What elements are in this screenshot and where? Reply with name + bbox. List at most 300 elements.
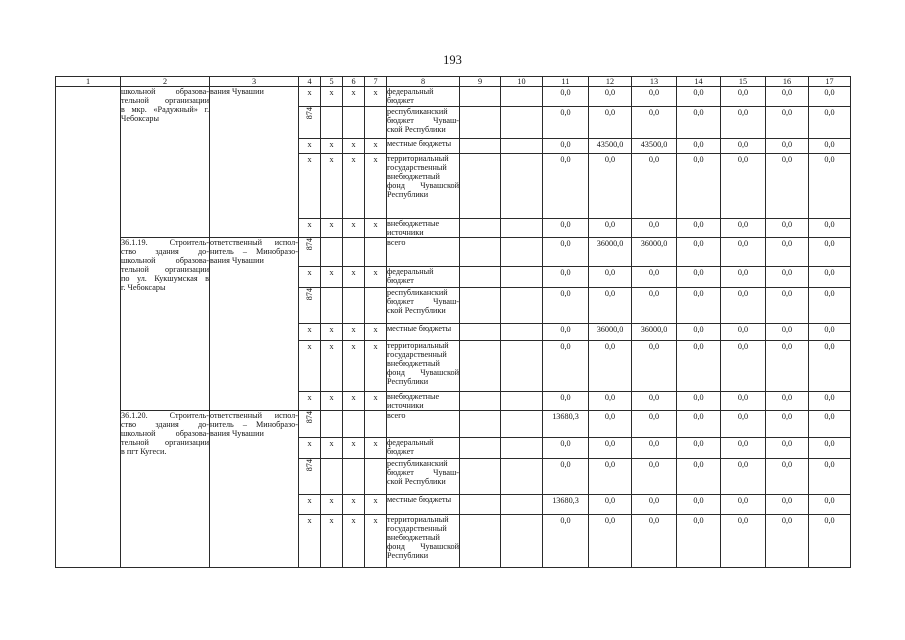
amount-cell: 0,0 (766, 87, 809, 107)
text-line: государственный (387, 163, 447, 172)
amount-cell: 0,0 (809, 288, 851, 324)
budget-code: х (351, 496, 356, 505)
empty-cell (501, 154, 543, 219)
text-line: федеральный (387, 438, 434, 447)
amount-cell: 0,0 (589, 495, 632, 515)
text-line: 36.1.19. Строитель- (121, 238, 209, 247)
amount-cell: 0,0 (721, 107, 766, 139)
amount-cell: 0,0 (543, 238, 589, 267)
empty-cell (460, 107, 501, 139)
budget-code-cell (365, 238, 387, 267)
budget-code: х (329, 496, 334, 505)
amount-cell: 43500,0 (632, 139, 677, 154)
amount-cell: 0,0 (766, 515, 809, 568)
status-cell (56, 87, 121, 568)
funding-source-cell (387, 288, 460, 324)
budget-code: 874 (305, 459, 314, 472)
empty-cell (501, 392, 543, 411)
budget-code: х (351, 88, 356, 97)
column-number-header: 11 (543, 77, 589, 87)
column-number-header: 4 (299, 77, 321, 87)
empty-cell (460, 438, 501, 459)
amount-cell: 0,0 (809, 267, 851, 288)
text-line: фонд Чувашской (387, 181, 459, 190)
budget-code-cell (321, 324, 343, 341)
amount-cell: 0,0 (809, 495, 851, 515)
amount-cell: 0,0 (543, 392, 589, 411)
budget-code-cell (343, 438, 365, 459)
amount-cell: 0,0 (543, 139, 589, 154)
funding-source-cell (387, 341, 460, 392)
text-line: бюджет (387, 276, 414, 285)
amount-cell: 0,0 (589, 219, 632, 238)
budget-code: х (351, 155, 356, 164)
funding-source-cell (387, 154, 460, 219)
amount-cell: 0,0 (721, 154, 766, 219)
funding-source-cell (387, 459, 460, 495)
budget-code-cell (365, 107, 387, 139)
budget-code-cell (321, 515, 343, 568)
amount-cell: 0,0 (677, 459, 721, 495)
amount-cell: 0,0 (543, 515, 589, 568)
amount-cell: 0,0 (543, 341, 589, 392)
budget-code-cell (365, 87, 387, 107)
amount-cell: 0,0 (589, 87, 632, 107)
budget-code: х (373, 516, 378, 525)
amount-cell: 0,0 (589, 411, 632, 438)
amount-cell: 36000,0 (632, 238, 677, 267)
empty-cell (501, 341, 543, 392)
amount-cell: 0,0 (766, 238, 809, 267)
column-number-header: 13 (632, 77, 677, 87)
funding-source-cell (387, 438, 460, 459)
budget-code: х (373, 220, 378, 229)
text-line: внебюджетный (387, 359, 440, 368)
text-line: местные бюджеты (387, 139, 452, 148)
budget-code-cell (321, 267, 343, 288)
budget-code: х (307, 439, 312, 448)
amount-cell: 0,0 (809, 392, 851, 411)
text-line: внебюджетный (387, 172, 440, 181)
budget-code-cell (321, 459, 343, 495)
amount-cell: 0,0 (632, 495, 677, 515)
budget-code: х (329, 342, 334, 351)
budget-code-cell (299, 288, 321, 324)
column-number-header: 3 (210, 77, 299, 87)
budget-code: х (373, 140, 378, 149)
budget-code: х (373, 496, 378, 505)
budget-code: х (329, 325, 334, 334)
amount-cell: 0,0 (721, 341, 766, 392)
funding-source-cell (387, 267, 460, 288)
text-line: фонд Чувашской (387, 542, 459, 551)
empty-cell (501, 288, 543, 324)
budget-code-cell (343, 495, 365, 515)
amount-cell: 0,0 (632, 392, 677, 411)
budget-code: х (329, 439, 334, 448)
text-line: нитель – Минобразо- (210, 247, 298, 256)
text-line: вания Чувашии (210, 256, 264, 265)
budget-code-cell (365, 219, 387, 238)
empty-cell (501, 87, 543, 107)
budget-code-cell (343, 154, 365, 219)
table-head (56, 77, 851, 87)
text-line: школьной образова- (121, 256, 209, 265)
amount-cell: 0,0 (766, 154, 809, 219)
text-line: внебюджетные (387, 219, 440, 228)
amount-cell: 0,0 (809, 324, 851, 341)
amount-cell: 0,0 (766, 438, 809, 459)
text-line: всего (387, 238, 406, 247)
budget-code-cell (299, 515, 321, 568)
text-line: ство здания до- (121, 420, 209, 429)
budget-code: х (329, 88, 334, 97)
text-line: ответственный испол- (210, 411, 298, 420)
budget-code-cell (299, 341, 321, 392)
empty-cell (501, 324, 543, 341)
empty-cell (501, 438, 543, 459)
budget-code-cell (343, 139, 365, 154)
text-line: фонд Чувашской (387, 368, 459, 377)
measure-name-cell (121, 238, 210, 411)
amount-cell: 0,0 (809, 459, 851, 495)
amount-cell: 0,0 (809, 219, 851, 238)
text-line: вания Чувашии (210, 429, 264, 438)
budget-code-cell (321, 107, 343, 139)
text-line: бюджет (387, 96, 414, 105)
budget-code-cell (299, 107, 321, 139)
budget-code-cell (343, 219, 365, 238)
text-line: нитель – Минобразо- (210, 420, 298, 429)
amount-cell: 0,0 (809, 411, 851, 438)
budget-code-cell (321, 438, 343, 459)
budget-code-cell (299, 495, 321, 515)
budget-code-cell (343, 267, 365, 288)
empty-cell (460, 288, 501, 324)
empty-cell (460, 219, 501, 238)
column-number-header: 7 (365, 77, 387, 87)
column-number-header: 17 (809, 77, 851, 87)
text-line: бюджет Чуваш- (387, 297, 459, 306)
text-line: бюджет Чуваш- (387, 468, 459, 477)
amount-cell: 0,0 (677, 139, 721, 154)
budget-code-cell (365, 267, 387, 288)
amount-cell: 43500,0 (589, 139, 632, 154)
column-number-header: 16 (766, 77, 809, 87)
amount-cell: 0,0 (632, 87, 677, 107)
budget-code-cell (343, 288, 365, 324)
page-number: 193 (443, 53, 462, 67)
text-line: бюджет Чуваш- (387, 116, 459, 125)
budget-code-cell (365, 324, 387, 341)
budget-code: 874 (305, 288, 314, 301)
empty-cell (501, 238, 543, 267)
budget-code: х (307, 220, 312, 229)
budget-code-cell (365, 392, 387, 411)
amount-cell: 0,0 (677, 288, 721, 324)
amount-cell: 0,0 (589, 267, 632, 288)
budget-code: х (373, 439, 378, 448)
text-line: федеральный (387, 87, 434, 96)
empty-cell (501, 515, 543, 568)
amount-cell: 0,0 (721, 515, 766, 568)
amount-cell: 0,0 (721, 324, 766, 341)
empty-cell (460, 392, 501, 411)
column-number-header: 2 (121, 77, 210, 87)
budget-code: х (373, 155, 378, 164)
budget-code-cell (321, 219, 343, 238)
empty-cell (501, 267, 543, 288)
budget-code-cell (321, 495, 343, 515)
budget-code-cell (365, 495, 387, 515)
funding-source-cell (387, 411, 460, 438)
budget-code-cell (343, 87, 365, 107)
budget-code-cell (343, 341, 365, 392)
empty-cell (501, 411, 543, 438)
amount-cell: 0,0 (677, 495, 721, 515)
amount-cell: 0,0 (809, 238, 851, 267)
budget-code: х (307, 325, 312, 334)
text-line: источники (387, 401, 424, 410)
empty-cell (501, 495, 543, 515)
amount-cell: 0,0 (589, 154, 632, 219)
amount-cell: 13680,3 (543, 495, 589, 515)
amount-cell: 0,0 (677, 341, 721, 392)
amount-cell: 0,0 (721, 87, 766, 107)
funding-source-cell (387, 392, 460, 411)
text-line: всего (387, 411, 406, 420)
text-line: местные бюджеты (387, 495, 452, 504)
amount-cell: 0,0 (677, 438, 721, 459)
amount-cell: 0,0 (543, 288, 589, 324)
text-line: Республики (387, 190, 429, 199)
budget-code-cell (321, 341, 343, 392)
amount-cell: 0,0 (543, 267, 589, 288)
budget-code: х (351, 268, 356, 277)
executor-cell (210, 238, 299, 411)
budget-code-cell (365, 438, 387, 459)
amount-cell: 0,0 (766, 495, 809, 515)
table-row (56, 238, 851, 267)
column-number-header: 15 (721, 77, 766, 87)
amount-cell: 0,0 (766, 139, 809, 154)
budget-code: х (373, 325, 378, 334)
measure-name-cell (121, 87, 210, 238)
budget-code-cell (365, 139, 387, 154)
text-line: ской Республики (387, 477, 446, 486)
budget-code: х (329, 393, 334, 402)
amount-cell: 0,0 (632, 411, 677, 438)
amount-cell: 0,0 (766, 107, 809, 139)
amount-cell: 0,0 (589, 392, 632, 411)
empty-cell (501, 139, 543, 154)
empty-cell (460, 341, 501, 392)
amount-cell: 0,0 (721, 267, 766, 288)
amount-cell: 0,0 (766, 411, 809, 438)
funding-source-cell (387, 107, 460, 139)
funding-source-cell (387, 238, 460, 267)
text-line: ской Республики (387, 306, 446, 315)
amount-cell: 36000,0 (589, 238, 632, 267)
text-line: территориальный (387, 515, 449, 524)
budget-code: х (373, 393, 378, 402)
budget-code: 874 (305, 411, 314, 424)
amount-cell: 0,0 (543, 459, 589, 495)
empty-cell (460, 267, 501, 288)
budget-code: х (351, 220, 356, 229)
amount-cell: 0,0 (809, 515, 851, 568)
amount-cell: 0,0 (632, 515, 677, 568)
column-number-header: 12 (589, 77, 632, 87)
empty-cell (460, 139, 501, 154)
budget-code-cell (365, 411, 387, 438)
text-line: внебюджетный (387, 533, 440, 542)
amount-cell: 0,0 (721, 219, 766, 238)
budget-code-cell (299, 139, 321, 154)
budget-code-cell (321, 154, 343, 219)
budget-code-cell (299, 267, 321, 288)
amount-cell: 0,0 (543, 324, 589, 341)
amount-cell: 0,0 (721, 459, 766, 495)
empty-cell (501, 107, 543, 139)
amount-cell: 0,0 (589, 515, 632, 568)
column-number-header: 5 (321, 77, 343, 87)
amount-cell: 0,0 (677, 107, 721, 139)
amount-cell: 0,0 (543, 219, 589, 238)
amount-cell: 0,0 (766, 341, 809, 392)
empty-cell (460, 411, 501, 438)
text-line: 36.1.20. Строитель- (121, 411, 209, 420)
budget-code-cell (299, 238, 321, 267)
text-line: Чебоксары (121, 114, 159, 123)
budget-code-cell (343, 392, 365, 411)
amount-cell: 0,0 (677, 219, 721, 238)
amount-cell: 0,0 (721, 392, 766, 411)
amount-cell: 0,0 (766, 267, 809, 288)
budget-code: х (329, 516, 334, 525)
budget-code-cell (343, 459, 365, 495)
budget-code-cell (299, 411, 321, 438)
budget-code: х (329, 220, 334, 229)
column-number-header: 8 (387, 77, 460, 87)
budget-code: х (307, 496, 312, 505)
budget-code-cell (299, 459, 321, 495)
empty-cell (460, 459, 501, 495)
text-line: местные бюджеты (387, 324, 452, 333)
budget-code: х (351, 393, 356, 402)
amount-cell: 0,0 (632, 154, 677, 219)
amount-cell: 0,0 (766, 459, 809, 495)
text-line: Республики (387, 377, 429, 386)
amount-cell: 0,0 (809, 154, 851, 219)
budget-code-cell (365, 515, 387, 568)
empty-cell (460, 495, 501, 515)
column-number-header: 9 (460, 77, 501, 87)
empty-cell (501, 219, 543, 238)
budget-code: х (307, 342, 312, 351)
amount-cell: 0,0 (677, 515, 721, 568)
amount-cell: 0,0 (677, 392, 721, 411)
text-line: ской Республики (387, 125, 446, 134)
budget-code: х (373, 268, 378, 277)
amount-cell: 0,0 (632, 107, 677, 139)
budget-code-cell (365, 459, 387, 495)
budget-code: х (329, 155, 334, 164)
budget-code: х (351, 516, 356, 525)
amount-cell: 0,0 (721, 288, 766, 324)
text-line: г. Чебоксары (121, 283, 166, 292)
budget-code: х (307, 393, 312, 402)
column-number-row (56, 77, 851, 87)
budget-code-cell (365, 288, 387, 324)
budget-code-cell (343, 238, 365, 267)
empty-cell (460, 154, 501, 219)
budget-code-cell (321, 238, 343, 267)
table-row (56, 411, 851, 438)
budget-code-cell (299, 87, 321, 107)
amount-cell: 0,0 (809, 341, 851, 392)
budget-code: 874 (305, 107, 314, 120)
text-line: территориальный (387, 341, 449, 350)
budget-code-cell (343, 107, 365, 139)
amount-cell: 0,0 (632, 438, 677, 459)
budget-code-cell (321, 139, 343, 154)
amount-cell: 0,0 (632, 288, 677, 324)
amount-cell: 0,0 (721, 411, 766, 438)
budget-code: х (351, 140, 356, 149)
amount-cell: 0,0 (766, 324, 809, 341)
amount-cell: 0,0 (589, 438, 632, 459)
text-line: в пгт Кугеси. (121, 447, 167, 456)
text-line: ство здания до- (121, 247, 209, 256)
text-line: республиканский (387, 459, 448, 468)
amount-cell: 0,0 (677, 411, 721, 438)
funding-source-cell (387, 515, 460, 568)
budget-code-cell (321, 87, 343, 107)
funding-source-cell (387, 219, 460, 238)
budget-code: х (329, 140, 334, 149)
text-line: тельной организации (121, 265, 209, 274)
amount-cell: 0,0 (589, 107, 632, 139)
budget-code: 874 (305, 238, 314, 251)
text-line: вания Чувашии (210, 87, 264, 96)
budget-code-cell (343, 515, 365, 568)
text-line: школьной образова- (121, 429, 209, 438)
funding-table (55, 76, 851, 568)
funding-source-cell (387, 495, 460, 515)
empty-cell (460, 87, 501, 107)
table-row (56, 87, 851, 107)
amount-cell: 0,0 (766, 392, 809, 411)
text-line: бюджет (387, 447, 414, 456)
text-line: республиканский (387, 288, 448, 297)
budget-code: х (307, 140, 312, 149)
text-line: Республики (387, 551, 429, 560)
amount-cell: 13680,3 (543, 411, 589, 438)
amount-cell: 0,0 (632, 459, 677, 495)
budget-code: х (351, 325, 356, 334)
column-number-header: 6 (343, 77, 365, 87)
amount-cell: 0,0 (721, 238, 766, 267)
amount-cell: 0,0 (677, 324, 721, 341)
amount-cell: 0,0 (809, 139, 851, 154)
budget-code: х (351, 439, 356, 448)
budget-code: х (329, 268, 334, 277)
empty-cell (460, 324, 501, 341)
amount-cell: 0,0 (809, 107, 851, 139)
budget-code: х (373, 342, 378, 351)
budget-code-cell (321, 288, 343, 324)
